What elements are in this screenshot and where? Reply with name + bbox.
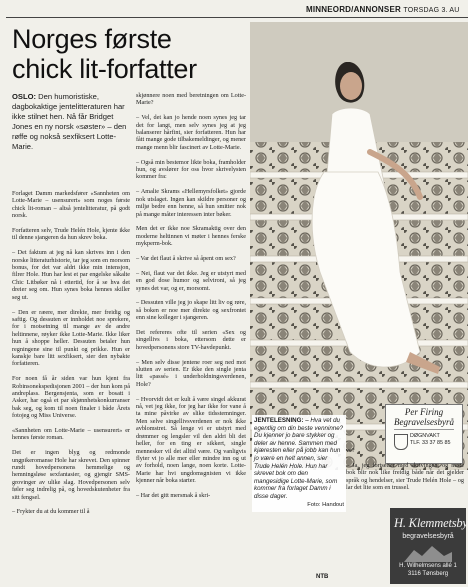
lede-kicker: OSLO: bbox=[12, 92, 37, 101]
article-column-3: ve? – Ja, jeg fortsetter med skrivingen, og neste bok blir nok like freidig både når det gjelder språk og hendelser, sier Trude Helén Hole – og lar det lite som en trussel. bbox=[346, 447, 464, 492]
article-column-2: skjønnere noen med beretningen om Lotte-Marie? – Vel, det kan jo hende noen synes jeg tar det for langt, men selv synes jeg at jeg balanserer hårfint, sier forfatteren. Hun har fått mange gode tilbakemeldinger, og mener mange menn blir fascinert av Lotte-Marie. – Også min bestemor likte boka, framholder hun, og avslører for oss hvor skrivelysten kommer fra: – Amalie Skrams «Hellemyrsfolket» gjorde nok utslaget. Ingen kan skildre personer og miljø bedre enn henne, så hun smitter nok på mange måter interessen inter bøker. Men det er ikke noe Skramaktig over den moderne heltinnen vi møter i hennes ferske mykperm-bok. – Var det flaut å skrive så åpent om sex? – Nei, flaut var det ikke. Jeg er utstyrt med en god dose humor og selvironi, så jeg synes det var, og er, morsomt. – Dessuten ville jeg jo skape litt liv og røre, så boken er noe mer direkte og sexfrontet enn sine kolleger i sjangeren. Det refereres ofte til serien «Sex og singellivs i boka, ettersom dette er hovedpersonens store TV-havdepunkt. – Men selv disse jentene roer seg ned mot slutten av serien. Er ikke den single jenta litt «passé» i underholdningsverdenen, Hole? – Hvorvidt det er kult å være singel akkurat nå, vet jeg ikke, for jeg har ikke for vane å ta mine påvirke av slike tidsstemninger. Men selve singellivsverdenen er nok ikke avblomstret. Så lenge vi er utstyrt med drømmer og lengsler vil den aldri bli det heller, for en ting er sikkert, single mennesker vil det alltid være. Og vanligvis flyter vi jo alle mer eller mindre inn og ut av forhold, noen lange, noen korte. Lotte-Marie har hvi ungdomsgnisten vi ikke kjenner når boka starter. – Har det gitt mersmak å skri- bbox=[136, 92, 246, 499]
ad-klemmetsby-address bbox=[390, 563, 466, 578]
ad-firing-phone: TLF. 33 37 85 85 bbox=[410, 439, 451, 446]
ad-klemmetsby-city: 3116 Tønsberg bbox=[407, 570, 449, 577]
ad-klemmetsby-name: H. Klemmetsby bbox=[394, 516, 468, 530]
headline bbox=[12, 24, 258, 84]
ad-firing-name: Per Firing bbox=[404, 407, 444, 417]
headline-line-1: Norges første bbox=[12, 24, 172, 54]
landscape-icon bbox=[404, 544, 452, 562]
lede-text: Den humoristiske, dagbokaktige jentelitteraturen har ikke stilnet hen. Nå får Bridget Jones en ny norsk «søster» – den røffe og nokså sexfiksert Lotte-Marie. bbox=[12, 92, 127, 151]
headline-line-2: chick lit-forfatter bbox=[12, 54, 197, 84]
lede bbox=[12, 92, 132, 152]
caption-heading: JENTELESNING: bbox=[254, 417, 304, 424]
ad-klemmetsby-subtitle: begravelsesbyrå bbox=[402, 533, 454, 540]
caption-text: – Hva vet du egentlig om din beste venninne? Du kjenner jo bare stykker og deler av henne. Sammen med kjæresten eller på jobb kan hun jo være en helt annen, sier Trude Helén Hole. Hun har skrevet bok om den mangesidige Lotte-Marie, som kommer fra forlaget Damm i disse dager. bbox=[254, 417, 344, 500]
ad-klemmetsby-street: H. Wilhelmsens allé 1 bbox=[399, 563, 457, 569]
photo-caption bbox=[252, 415, 346, 512]
ad-divider bbox=[394, 429, 454, 430]
header-rule bbox=[6, 17, 468, 18]
ad-firing-subtitle: Begravelsesbyrå bbox=[394, 417, 454, 427]
ad-klemmetsby bbox=[390, 508, 466, 584]
ad-firing-phone-label: DØGNVAKT bbox=[410, 433, 440, 439]
byline: NTB bbox=[316, 574, 329, 580]
author-photo bbox=[250, 22, 468, 470]
issue-date: TORSDAG 3. AU bbox=[403, 7, 460, 14]
section-name: MINNEORD/ANNONSER bbox=[306, 5, 401, 14]
photo-credit: Foto: Handout bbox=[307, 501, 344, 508]
section-header bbox=[306, 5, 460, 14]
article-column-1: Forlaget Damm markedsfører «Sannheten om Lotte-Marie – usensurert» som noges første chick lit-roman – altså jentelitteratur, på godt norsk. Forfatteren selv, Trude Helén Hole, kjente ikke til denne sjangeren da hun skrev boka. – Det faktum at jeg nå kan skrives inn i den norske litteraturhistorie, tar jeg som en morsom bonus, for det var aldri ikke min intensjon, filrer Hole. Hun har lest et par engelske såkalte Chic Litbøker nå i ettertid, for å se hva det dreier seg om. Hun synes boka hennes skiller seg ut. – Den er ræere, mer direkte, mer freidig og saftig. Og dessuten er innholdet noe sprekere, for i motsetning til mange av de andre heltinnene, røyker ikke Lotte-Marie. Ikke liker hun å shoppe heller. Dessuten betaler hun regningene sine til punkt og prikke. Hun er kanskje bare litt sexfiksert, sier den nybakte forfatteren. For noen få år siden var hun kjent fra Robinsonekspedisjonen 2001 – der hun kom på andreplass. Bergensjenta, som er bosatt i Asker, har også et par skjønnhetskonkurranser bak seg, og kom til noen finaler i både Årets fotojeg og Miss Universe. «Sannheten om Lotte-Marie – usensurert» er hennes første roman. Det er ingen blyg og redmonde ungpikeromanse Hole har skrevet. Den spinner rundt hovedpersonens hemmelige og hemningsløse sexfantasier, og gjengir SMS-grovinger av ulike slag. Hovedpersonen selv føler seg indrelig på, og hovedskutenheter fra sitt fengsel. – Frykter du at du kommer til å bbox=[12, 190, 130, 516]
ad-firing-contact bbox=[410, 433, 458, 447]
